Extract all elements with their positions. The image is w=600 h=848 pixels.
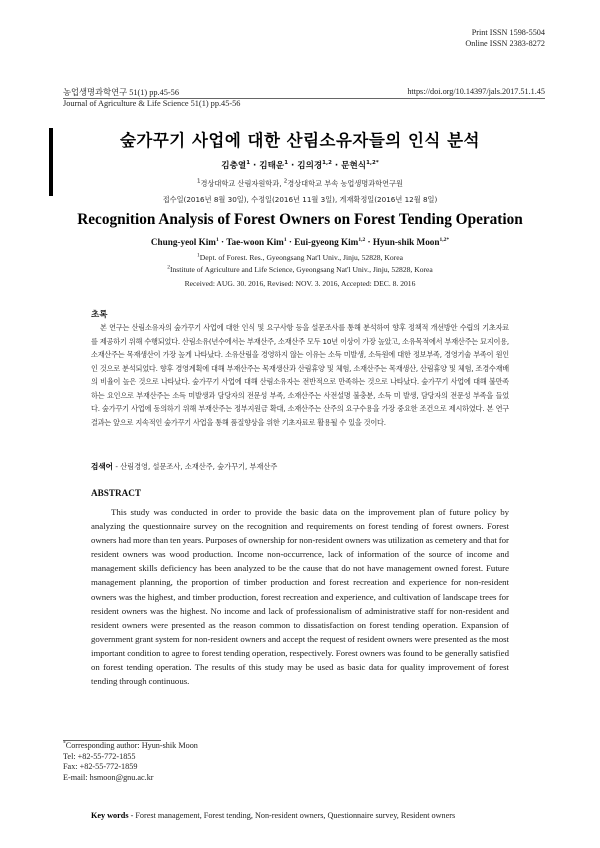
author-ko: 김태운$^1$: [259, 160, 289, 171]
affiliations-korean: $^1$경상대학교 산림자원학과, $^2$경상대학교 부속 농업생명과학연구원: [197, 178, 403, 188]
print-issn: Print ISSN 1598-5504: [471, 28, 545, 37]
title-english: Recognition Analysis of Forest Owners on Forest Tending Operation: [77, 211, 523, 228]
keywords-english-label: Key words: [91, 811, 129, 820]
online-issn: Online ISSN 2383-8272: [465, 39, 545, 49]
keywords-korean: [91, 461, 277, 472]
keywords-korean-label: 검색어: [91, 462, 114, 471]
author-ko: 김의경$^{1,2}$: [297, 160, 332, 171]
affiliation-ko: 경상대학교 산림자원학과,: [200, 179, 282, 188]
footnote-fax: Fax: +82-55-772-1859: [63, 762, 138, 772]
author-ko: 김충열$^1$: [221, 160, 251, 171]
affiliations-english: [0, 252, 600, 275]
corresponding-author: *Corresponding author: Hyun-shik Moon: [63, 740, 198, 750]
keywords-korean-list: - 산림경영, 설문조사, 소재산주, 숲가꾸기, 부재산주: [115, 462, 278, 471]
header-divider: [63, 98, 545, 99]
affiliation-en: $^2$Institute of Agriculture and Life Science, Gyeongsang Nat'l Univ., Jinju, 52828, Korea: [167, 263, 433, 274]
footnote-tel: Tel: +82-55-772-1855: [63, 751, 136, 761]
issn-block: [465, 27, 545, 49]
doi-link[interactable]: https://doi.org/10.14397/jals.2017.51.1.45: [407, 87, 545, 96]
abstract-english-heading: ABSTRACT: [91, 488, 142, 498]
journal-name-korean: 농업생명과학연구 51(1) pp.45-56: [63, 88, 179, 97]
dates-korean: 접수일(2016년 8월 30일), 수정일(2016년 11월 3일), 게재확정일(2016년 12월 8일): [162, 195, 438, 204]
footnote-email[interactable]: E-mail: hsmoon@gnu.ac.kr: [63, 772, 154, 782]
author-en: Chung-yeol Kim$^1$: [150, 236, 219, 247]
authors-korean: 김충열$^1$ · 김태운$^1$ · 김의경$^{1,2}$ · 문현식$^{1,2*}$: [221, 160, 379, 171]
keywords-english: [91, 811, 455, 820]
abstract-korean-body: 본 연구는 산림소유자의 숲가꾸기 사업에 대한 인식 및 요구사항 등을 설문조사를 통해 분석하여 향후 정책적 개선방안 수립의 기초자료를 제공하기 위해 수행되었다. 산림소유(년수에서는 부재산주, 소재산주 모두 10년 이상이 가장 높았고, 소유목적에서 부재산주는 묘지이용, 소재산주는 목재생산이 가장 높게 나타났다. 소유산림을 경영하지 않는 이유는 소득 미발생, 소득원에 대한 정보부족, 경영기술 부족이 원인인 것으로 분석되었다. 향후 경영계획에 대해 부재산주는 목재생산과 산림휴양 및 체험, 소재산주는 목재생산, 산림휴양 및 체험, 조경수재배의 비율이 높은 것으로 나타났다. 숲가꾸기 사업에 대해 산림소유자는 전반적으로 만족하는 것으로 나타났다. 숲가꾸기 사업에 대해 불만족하는 요인으로 부재산주는 소득 미발생과 담당자의 전문성 부족, 소재산주는 사전설명 불충분, 소득 미 발생, 담당자의 전문성 부족을 들었다. 숲가꾸기 사업에 동의하기 위해 부재산주는 정부지원금 확대, 소재산주는 산주의 요구수용을 가장 중요한 조건으로 제시하였다. 본 연구결과는 앞으로 지속적인 숲가꾸기 사업을 통해 품질향상을 위한 기초자료로 활용될 수 있을 것이다.: [91, 323, 509, 427]
author-ko: 문현식$^{1,2*}$: [341, 160, 379, 171]
title-korean: 숲가꾸기 사업에 대한 산림소유자들의 인식 분석: [119, 131, 480, 150]
dates-english: Received: AUG. 30. 2016, Revised: NOV. 3. 2016, Accepted: DEC. 8. 2016: [184, 279, 416, 288]
keywords-english-list: - Forest management, Forest tending, Non-resident owners, Questionnaire survey, Resident owners: [130, 811, 456, 820]
corresponding-footnote: [63, 741, 198, 783]
affiliation-ko: 경상대학교 부속 농업생명과학연구원: [287, 179, 403, 188]
author-en: Tae-woon Kim$^1$: [226, 236, 287, 247]
authors-english: Chung-yeol Kim$^1$ · Tae-woon Kim$^1$ · Eui-gyeong Kim$^{1,2}$ · Hyun-shik Moon$^{1,2*}$: [150, 236, 450, 247]
author-en: Hyun-shik Moon$^{1,2*}$: [372, 236, 450, 247]
journal-name-english: Journal of Agriculture & Life Science 51(1) pp.45-56: [63, 99, 241, 108]
author-en: Eui-gyeong Kim$^{1,2}$: [294, 236, 366, 247]
affiliation-en: $^1$Dept. of Forest. Res., Gyeongsang Nat'l Univ., Jinju, 52828, Korea: [197, 252, 403, 262]
abstract-korean-heading: 초록: [91, 310, 108, 320]
abstract-english-body: This study was conducted in order to provide the basic data on the improvement plan of future policy by analyzing the questionnaire survey on the recognition and requirements on forest tending of forest owners. Forest owners had more than ten years. Purposes of ownership for non-resident owners was utilization as cemetery and that for resident owners was wood production. Income non-occurrence, lack of information of the source of income and management skills deficiency has been analyzed to be the cause that do not have management owned forest. Future management planning, the proportion of timber production and forest recreation and experience for non-resident owners was the highest, and timber production, forest recreation and experience, and cultivation of landscape trees for resident owners was the highest. No income and lack of professionalism of administrative staff for non-resident and resident owners were presented as the reason common to dissatisfaction on forest tending operation. Expansion of government grant system for non-resident owners and accept the request of resident owners were presented as the most important condition to agree to forest tending operation, respectively. Forest owners was found to be generally satisfied on forest tending operation. The results of this study may be used as basic data for quality improvement of forest tending through continuous.: [91, 507, 509, 687]
